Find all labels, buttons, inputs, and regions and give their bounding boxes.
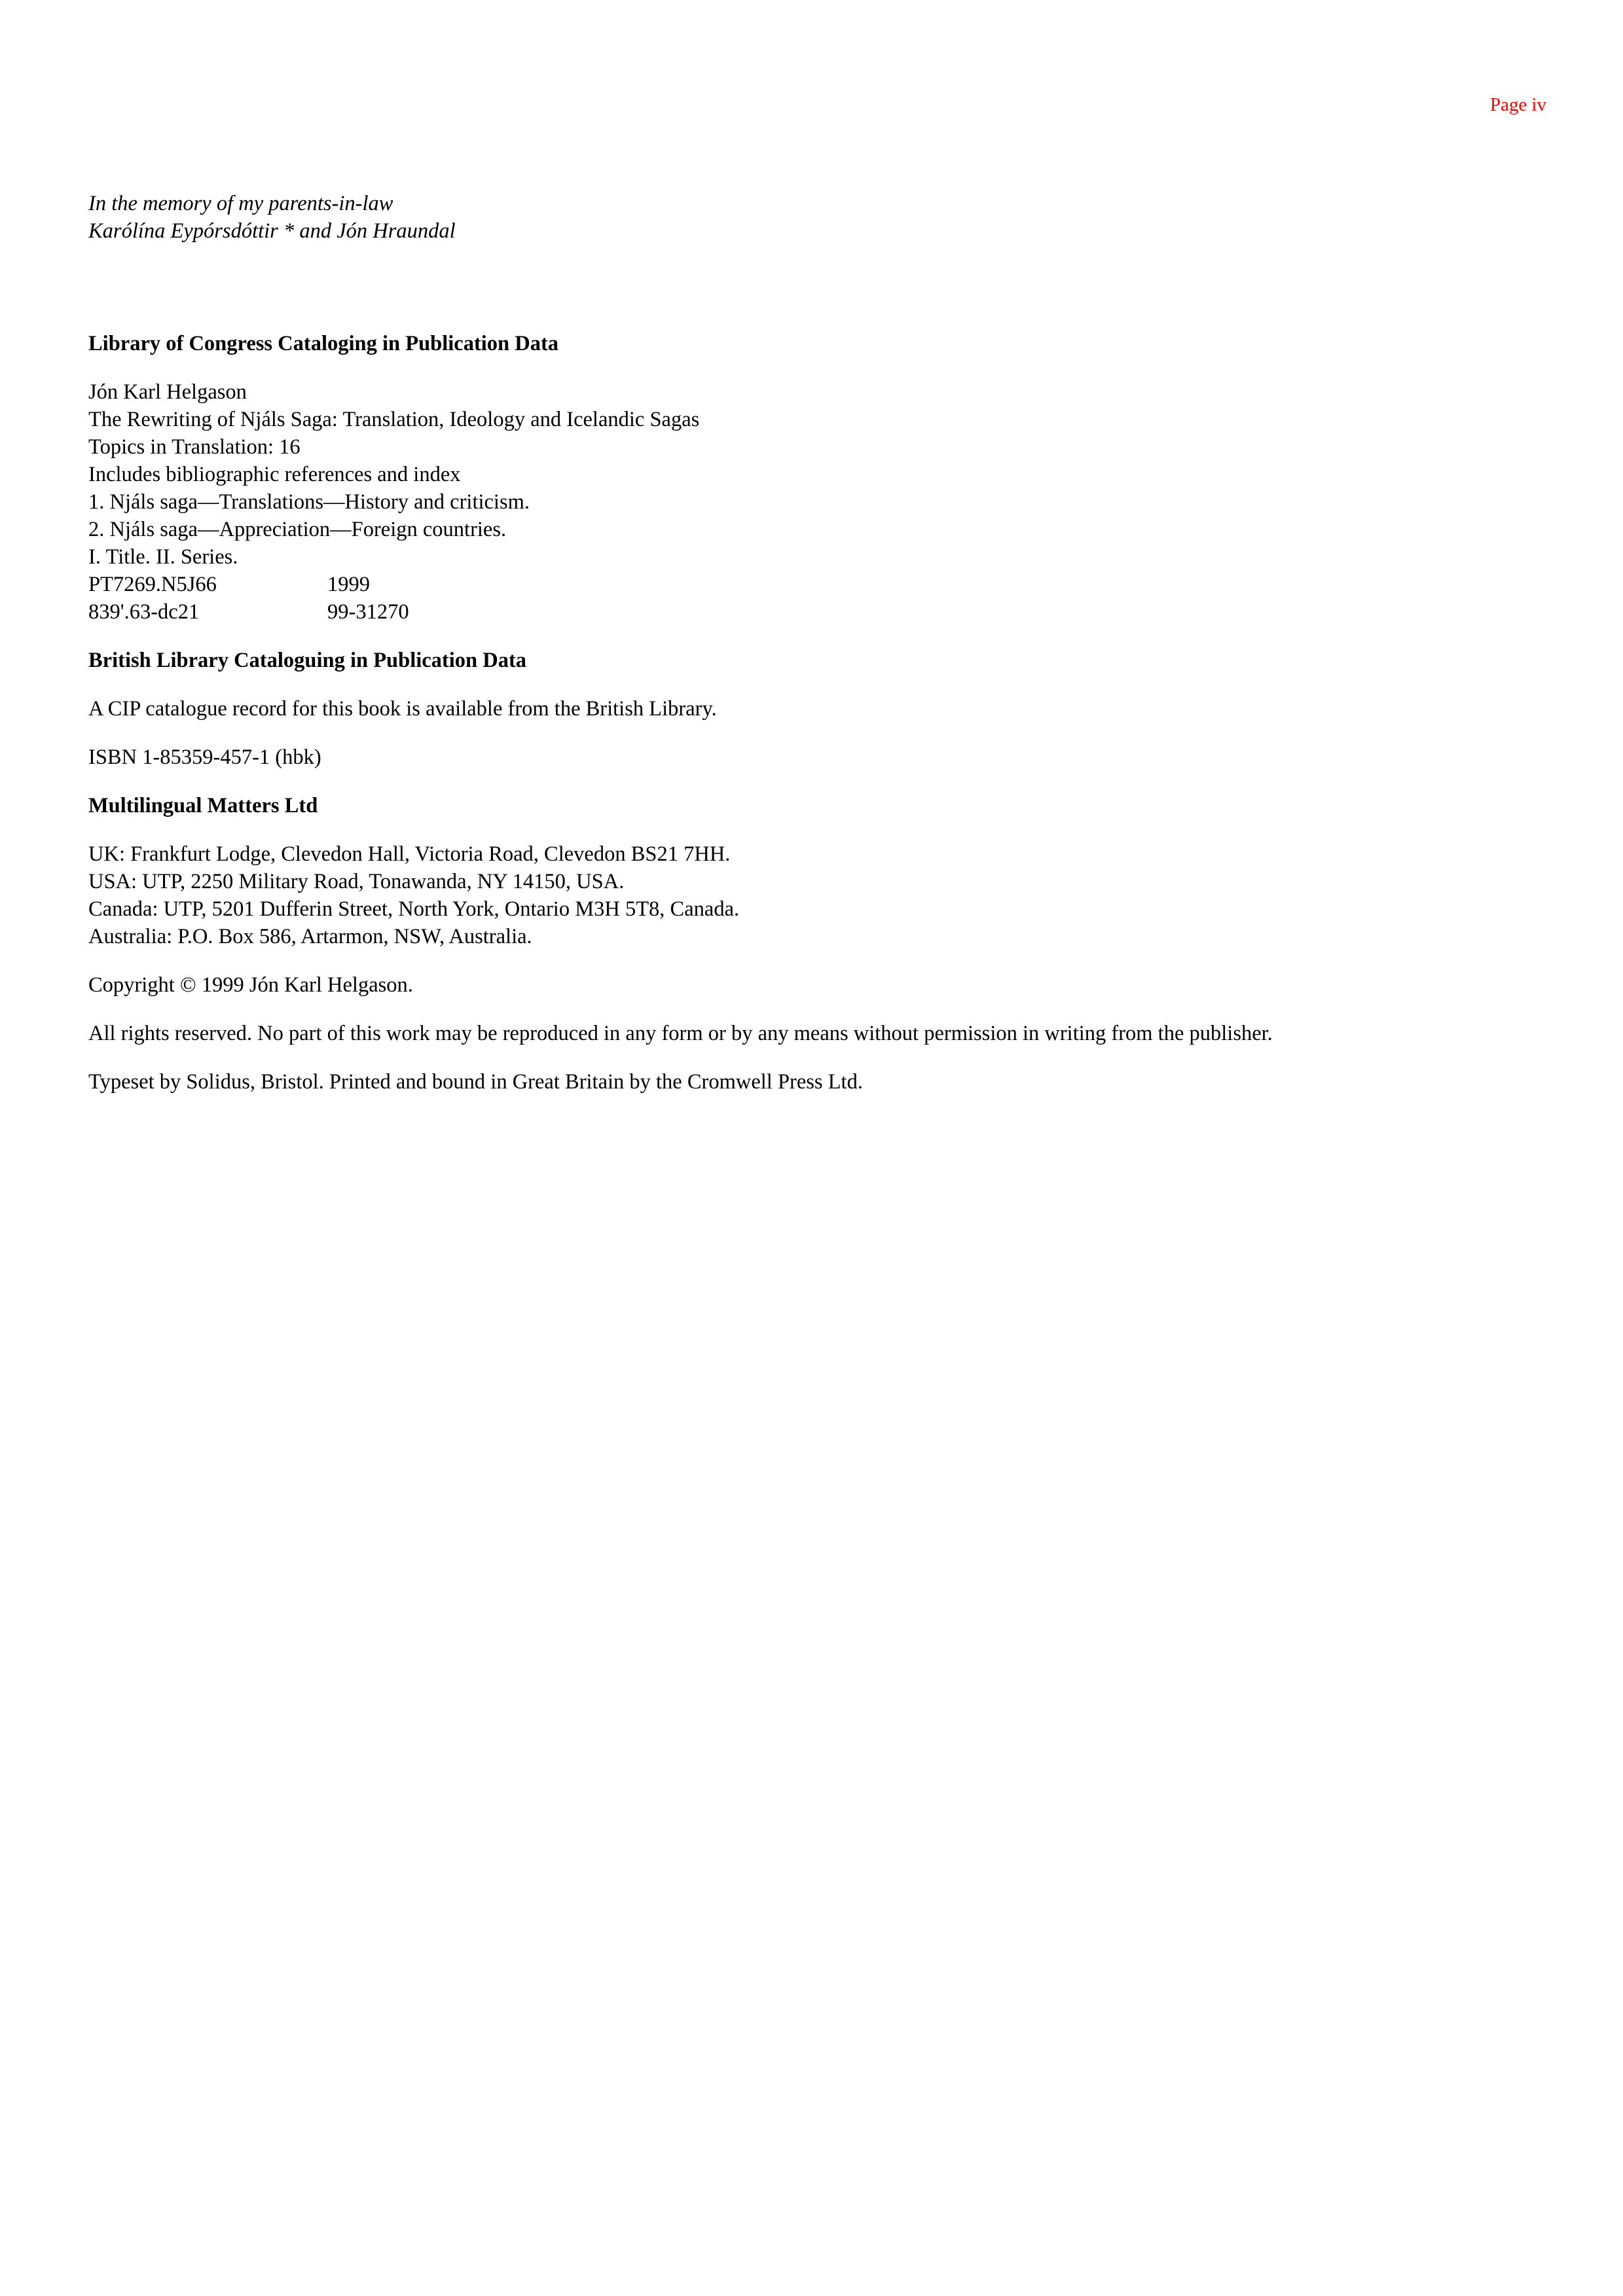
- loc-class-number: PT7269.N5J66: [88, 573, 217, 596]
- rights-notice: All rights reserved. No part of this work may be reproduced in any form or by any means without permission in writing from the publisher.: [88, 1022, 1273, 1045]
- typeset-notice: Typeset by Solidus, Bristol. Printed and bound in Great Britain by the Cromwell Press Ltd.: [88, 1070, 863, 1094]
- bl-heading: British Library Cataloguing in Publication Data: [88, 649, 527, 672]
- loc-cataloging-block: [88, 378, 1529, 626]
- loc-line: Includes bibliographic references and index: [88, 463, 461, 486]
- publisher-address: Australia: P.O. Box 586, Artarmon, NSW, Australia.: [88, 925, 532, 948]
- loc-year: 1999: [327, 573, 370, 596]
- loc-line: 1. Njáls saga—Translations—History and criticism.: [88, 490, 530, 514]
- loc-line: Topics in Translation: 16: [88, 435, 301, 459]
- copyright-notice: Copyright © 1999 Jón Karl Helgason.: [88, 973, 413, 997]
- dedication: [88, 190, 1529, 245]
- dedication-line: In the memory of my parents-in-law: [88, 192, 393, 215]
- loc-class-row: [88, 571, 1529, 598]
- isbn: ISBN 1-85359-457-1 (hbk): [88, 745, 321, 769]
- dedication-line: Karólína Eypórsdóttir * and Jón Hraundal: [88, 219, 456, 243]
- publisher-heading: Multilingual Matters Ltd: [88, 794, 318, 817]
- publisher-address: UK: Frankfurt Lodge, Clevedon Hall, Victoria Road, Clevedon BS21 7HH.: [88, 842, 731, 866]
- publisher-address: USA: UTP, 2250 Military Road, Tonawanda, NY 14150, USA.: [88, 870, 625, 893]
- loc-dewey: 839'.63-dc21: [88, 600, 200, 624]
- bl-text: A CIP catalogue record for this book is available from the British Library.: [88, 697, 717, 721]
- loc-lccn: 99-31270: [327, 600, 409, 624]
- copyright-page-content: [88, 190, 1529, 1117]
- publisher-address: Canada: UTP, 5201 Dufferin Street, North York, Ontario M3H 5T8, Canada.: [88, 897, 740, 921]
- loc-line: The Rewriting of Njáls Saga: Translation, Ideology and Icelandic Sagas: [88, 408, 700, 431]
- loc-line: 2. Njáls saga—Appreciation—Foreign countries.: [88, 518, 507, 541]
- publisher-addresses: [88, 840, 1529, 950]
- loc-line: Jón Karl Helgason: [88, 380, 247, 404]
- loc-heading: Library of Congress Cataloging in Publication Data: [88, 332, 559, 355]
- loc-line: I. Title. II. Series.: [88, 545, 238, 569]
- page-number: Page iv: [1489, 94, 1546, 115]
- loc-dewey-row: [88, 598, 1529, 626]
